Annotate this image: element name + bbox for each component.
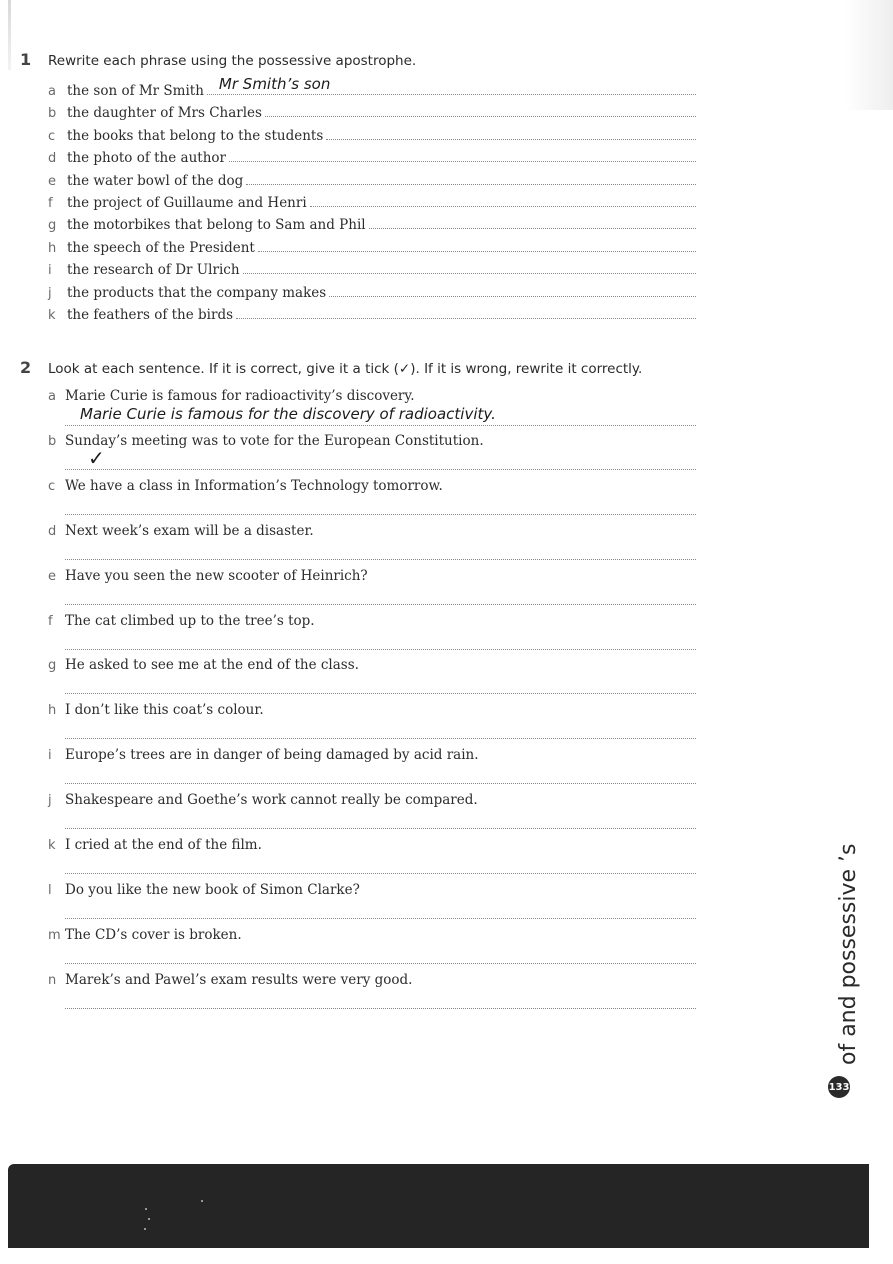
item-letter: f xyxy=(48,614,53,629)
answer-line[interactable] xyxy=(65,737,696,739)
item-letter: b xyxy=(48,434,57,449)
exercise-1-item xyxy=(48,303,696,323)
exercise-2-item xyxy=(48,613,315,629)
item-letter: l xyxy=(48,883,52,898)
item-sentence: I cried at the end of the film. xyxy=(65,837,262,853)
item-sentence: The CD’s cover is broken. xyxy=(65,927,242,943)
item-letter: e xyxy=(48,569,56,584)
exercise-1-item xyxy=(48,146,696,166)
item-sentence: I don’t like this coat’s colour. xyxy=(65,702,264,718)
item-sentence: We have a class in Information’s Technology tomorrow. xyxy=(65,478,443,494)
item-phrase: the project of Guillaume and Henri xyxy=(67,195,307,211)
item-letter: k xyxy=(48,838,56,853)
answer-field[interactable] xyxy=(236,303,696,319)
answer-line[interactable] xyxy=(65,872,696,874)
item-letter: c xyxy=(48,129,56,144)
item-phrase: the photo of the author xyxy=(67,150,226,166)
answer-line[interactable] xyxy=(65,782,696,784)
item-sentence: He asked to see me at the end of the class. xyxy=(65,657,359,673)
item-phrase: the son of Mr Smith xyxy=(67,83,204,99)
scan-speck xyxy=(145,1208,147,1210)
answer-line[interactable] xyxy=(65,962,696,964)
exercise-1-item xyxy=(48,258,696,278)
item-sentence: Europe’s trees are in danger of being damaged by acid rain. xyxy=(65,747,479,763)
item-phrase: the daughter of Mrs Charles xyxy=(67,105,262,121)
answer-line[interactable] xyxy=(65,513,696,515)
item-sentence: Marie Curie is famous for radioactivity’s discovery. xyxy=(65,388,415,404)
exercise-2-instruction: Look at each sentence. If it is correct, give it a tick (✓). If it is wrong, rewrite it correctly. xyxy=(48,361,643,377)
handwritten-answer: Marie Curie is famous for the discovery of radioactivity. xyxy=(80,405,496,423)
item-letter: d xyxy=(48,151,57,166)
answer-line[interactable] xyxy=(65,827,696,829)
item-letter: e xyxy=(48,174,56,189)
answer-field[interactable] xyxy=(243,258,696,274)
page-number-badge: 133 xyxy=(828,1076,850,1098)
item-sentence: Next week’s exam will be a disaster. xyxy=(65,523,314,539)
item-letter: j xyxy=(48,793,52,808)
exercise-2-item xyxy=(48,837,262,853)
item-phrase: the water bowl of the dog xyxy=(67,173,244,189)
item-sentence: The cat climbed up to the tree’s top. xyxy=(65,613,315,629)
tick-mark: ✓ xyxy=(88,446,105,470)
answer-field[interactable] xyxy=(229,146,696,162)
exercise-1-item xyxy=(48,191,696,211)
exercise-2-item xyxy=(48,478,443,494)
item-sentence: Have you seen the new scooter of Heinrich? xyxy=(65,568,368,584)
scan-speck xyxy=(201,1200,203,1202)
exercise-1-item xyxy=(48,213,696,233)
item-letter: i xyxy=(48,748,52,763)
exercise-2-number: 2 xyxy=(20,358,32,377)
item-phrase: the products that the company makes xyxy=(67,285,327,301)
answer-field[interactable] xyxy=(265,101,696,117)
footer-band xyxy=(8,1164,869,1248)
item-letter: g xyxy=(48,218,57,233)
item-letter: b xyxy=(48,106,57,121)
exercise-1-item xyxy=(48,101,696,121)
item-letter: c xyxy=(48,479,56,494)
scan-speck xyxy=(144,1228,146,1230)
item-letter: f xyxy=(48,196,53,211)
item-letter: a xyxy=(48,84,56,99)
chapter-side-title: of and possessive ’s xyxy=(836,843,861,1065)
item-sentence: Do you like the new book of Simon Clarke? xyxy=(65,882,360,898)
answer-line[interactable] xyxy=(65,424,696,426)
item-phrase: the feathers of the birds xyxy=(67,307,234,323)
exercise-2-item xyxy=(48,927,242,943)
exercise-1-item xyxy=(48,236,696,256)
scan-shadow xyxy=(845,0,893,110)
item-letter: i xyxy=(48,263,52,278)
exercise-2-item xyxy=(48,523,314,539)
answer-line[interactable] xyxy=(65,917,696,919)
exercise-1-item xyxy=(48,281,696,301)
item-sentence: Shakespeare and Goethe’s work cannot really be compared. xyxy=(65,792,478,808)
item-letter: h xyxy=(48,703,57,718)
item-letter: h xyxy=(48,241,57,256)
item-letter: a xyxy=(48,389,56,404)
exercise-1-instruction: Rewrite each phrase using the possessive apostrophe. xyxy=(48,53,417,69)
exercise-2-item xyxy=(48,882,360,898)
exercise-2-item xyxy=(48,657,359,673)
item-phrase: the motorbikes that belong to Sam and Phil xyxy=(67,217,366,233)
answer-field[interactable] xyxy=(369,213,696,229)
exercise-2-item xyxy=(48,792,478,808)
exercise-1-item xyxy=(48,169,696,189)
item-sentence: Sunday’s meeting was to vote for the European Constitution. xyxy=(65,433,484,449)
item-letter: j xyxy=(48,286,52,301)
answer-line[interactable] xyxy=(65,648,696,650)
page-edge xyxy=(8,0,11,70)
exercise-1-heading xyxy=(20,50,416,69)
item-letter: n xyxy=(48,973,57,988)
item-letter: d xyxy=(48,524,57,539)
exercise-2-item xyxy=(48,388,415,404)
answer-line[interactable] xyxy=(65,1007,696,1009)
exercise-2-heading xyxy=(20,358,642,377)
item-letter: m xyxy=(48,928,61,943)
answer-field[interactable] xyxy=(258,236,696,252)
exercise-1-number: 1 xyxy=(20,50,32,69)
answer-line[interactable] xyxy=(65,603,696,605)
item-sentence: Marek’s and Pawel’s exam results were very good. xyxy=(65,972,413,988)
answer-field[interactable] xyxy=(207,75,696,95)
exercise-2-item xyxy=(48,702,264,718)
item-phrase: the research of Dr Ulrich xyxy=(67,262,240,278)
answer-line[interactable] xyxy=(65,692,696,694)
answer-field[interactable] xyxy=(310,191,696,207)
handwritten-answer: Mr Smith’s son xyxy=(218,75,331,93)
answer-field[interactable] xyxy=(326,124,696,140)
item-letter: g xyxy=(48,658,57,673)
answer-line[interactable] xyxy=(65,558,696,560)
exercise-1-item xyxy=(48,124,696,144)
exercise-2-item xyxy=(48,972,412,988)
answer-field[interactable] xyxy=(246,169,696,185)
exercise-2-item xyxy=(48,568,368,584)
scan-speck xyxy=(148,1218,150,1220)
answer-field[interactable] xyxy=(329,281,696,297)
exercise-2-item xyxy=(48,433,484,449)
item-letter: k xyxy=(48,308,56,323)
item-phrase: the speech of the President xyxy=(67,240,255,256)
exercise-1-item xyxy=(48,75,696,99)
answer-line[interactable] xyxy=(65,468,696,470)
item-phrase: the books that belong to the students xyxy=(67,128,324,144)
exercise-2-item xyxy=(48,747,479,763)
